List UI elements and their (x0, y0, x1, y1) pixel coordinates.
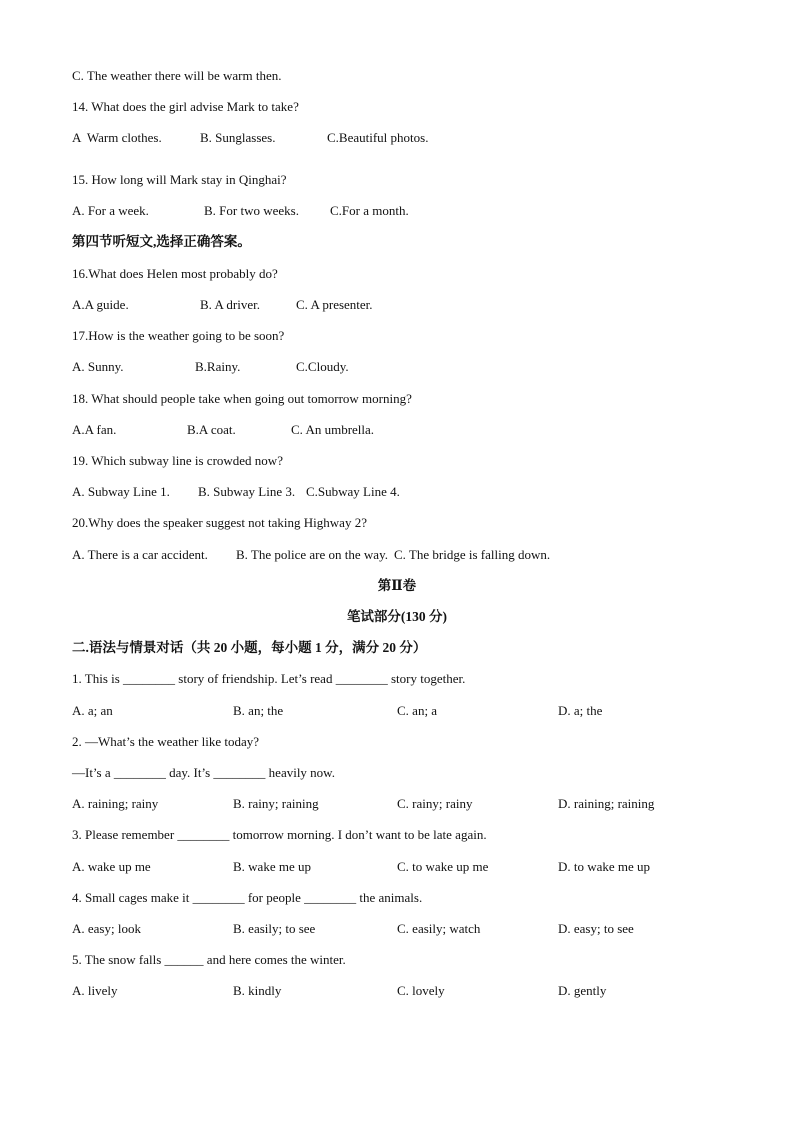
s2-q2-line-1: 2. —What’s the weather like today? (72, 734, 259, 749)
s2-q2-option-d: D. raining; raining (558, 796, 655, 811)
q18-option-b: B.A coat. (187, 422, 236, 437)
s2-q3-line: 3. Please remember ________ tomorrow morning. I don’t want to be late again. (72, 827, 487, 842)
s2-q1-option-b: B. an; the (233, 703, 284, 718)
section2-heading: 二.语法与情景对话（共 20 小题，每小题 1 分，满分 20 分） (72, 640, 427, 655)
q18-question: 18. What should people take when going out tomorrow morning? (72, 391, 412, 406)
s2-q2-option-a: A. raining; rainy (72, 796, 159, 811)
s2-q4-option-d: D. easy; to see (558, 921, 634, 936)
q15-question: 15. How long will Mark stay in Qinghai? (72, 172, 287, 187)
q14-option-a: A Warm clothes. (72, 130, 162, 145)
q16-question: 16.What does Helen most probably do? (72, 266, 278, 281)
s2-q4-option-c: C. easily; watch (397, 921, 481, 936)
q15-option-b: B. For two weeks. (204, 203, 299, 218)
q14-option-c: C.Beautiful photos. (327, 130, 429, 145)
s2-q4-option-a: A. easy; look (72, 921, 141, 936)
volume-title: 第Ⅱ卷 (377, 578, 417, 593)
q18-option-a: A.A fan. (72, 422, 117, 437)
q14-option-b: B. Sunglasses. (200, 130, 276, 145)
s2-q3-option-d: D. to wake me up (558, 859, 651, 874)
q16-option-c: C. A presenter. (296, 297, 373, 312)
q18-option-c: C. An umbrella. (291, 422, 375, 437)
s2-q3-option-c: C. to wake up me (397, 859, 489, 874)
part4-heading: 第四节听短文,选择正确答案。 (72, 234, 251, 249)
q17-option-a: A. Sunny. (72, 359, 124, 374)
q19-question: 19. Which subway line is crowded now? (72, 453, 283, 468)
q13-option-c: C. The weather there will be warm then. (72, 68, 282, 83)
q19-option-b: B. Subway Line 3. (198, 484, 296, 499)
s2-q3-option-a: A. wake up me (72, 859, 151, 874)
q15-option-a: A. For a week. (72, 203, 149, 218)
s2-q5-option-b: B. kindly (233, 983, 282, 998)
s2-q5-option-a: A. lively (72, 983, 118, 998)
s2-q3-option-b: B. wake me up (233, 859, 311, 874)
s2-q2-line-2: —It’s a ________ day. It’s ________ heavily now. (72, 765, 335, 780)
s2-q1-option-a: A. a; an (72, 703, 113, 718)
volume-subtitle: 笔试部分(130 分) (346, 609, 448, 624)
q20-option-a: A. There is a car accident. (72, 547, 208, 562)
s2-q2-option-c: C. rainy; rainy (397, 796, 473, 811)
q15-option-c: C.For a month. (330, 203, 409, 218)
s2-q1-option-d: D. a; the (558, 703, 603, 718)
q20-option-c: C. The bridge is falling down. (394, 547, 551, 562)
s2-q5-option-d: D. gently (558, 983, 607, 998)
q20-option-b: B. The police are on the way. (236, 547, 388, 562)
q17-option-c: C.Cloudy. (296, 359, 349, 374)
s2-q5-line: 5. The snow falls ______ and here comes the winter. (72, 952, 346, 967)
q20-question: 20.Why does the speaker suggest not taking Highway 2? (72, 515, 367, 530)
q14-question: 14. What does the girl advise Mark to take? (72, 99, 299, 114)
q17-question: 17.How is the weather going to be soon? (72, 328, 285, 343)
q19-option-c: C.Subway Line 4. (306, 484, 400, 499)
s2-q1-option-c: C. an; a (397, 703, 438, 718)
s2-q5-option-c: C. lovely (397, 983, 445, 998)
q16-option-b: B. A driver. (200, 297, 260, 312)
q19-option-a: A. Subway Line 1. (72, 484, 170, 499)
s2-q4-option-b: B. easily; to see (233, 921, 316, 936)
q17-option-b: B.Rainy. (195, 359, 241, 374)
q16-option-a: A.A guide. (72, 297, 129, 312)
s2-q2-option-b: B. rainy; raining (233, 796, 319, 811)
s2-q4-line: 4. Small cages make it ________ for people ________ the animals. (72, 890, 423, 905)
s2-q1-line: 1. This is ________ story of friendship. Let’s read ________ story together. (72, 671, 466, 686)
